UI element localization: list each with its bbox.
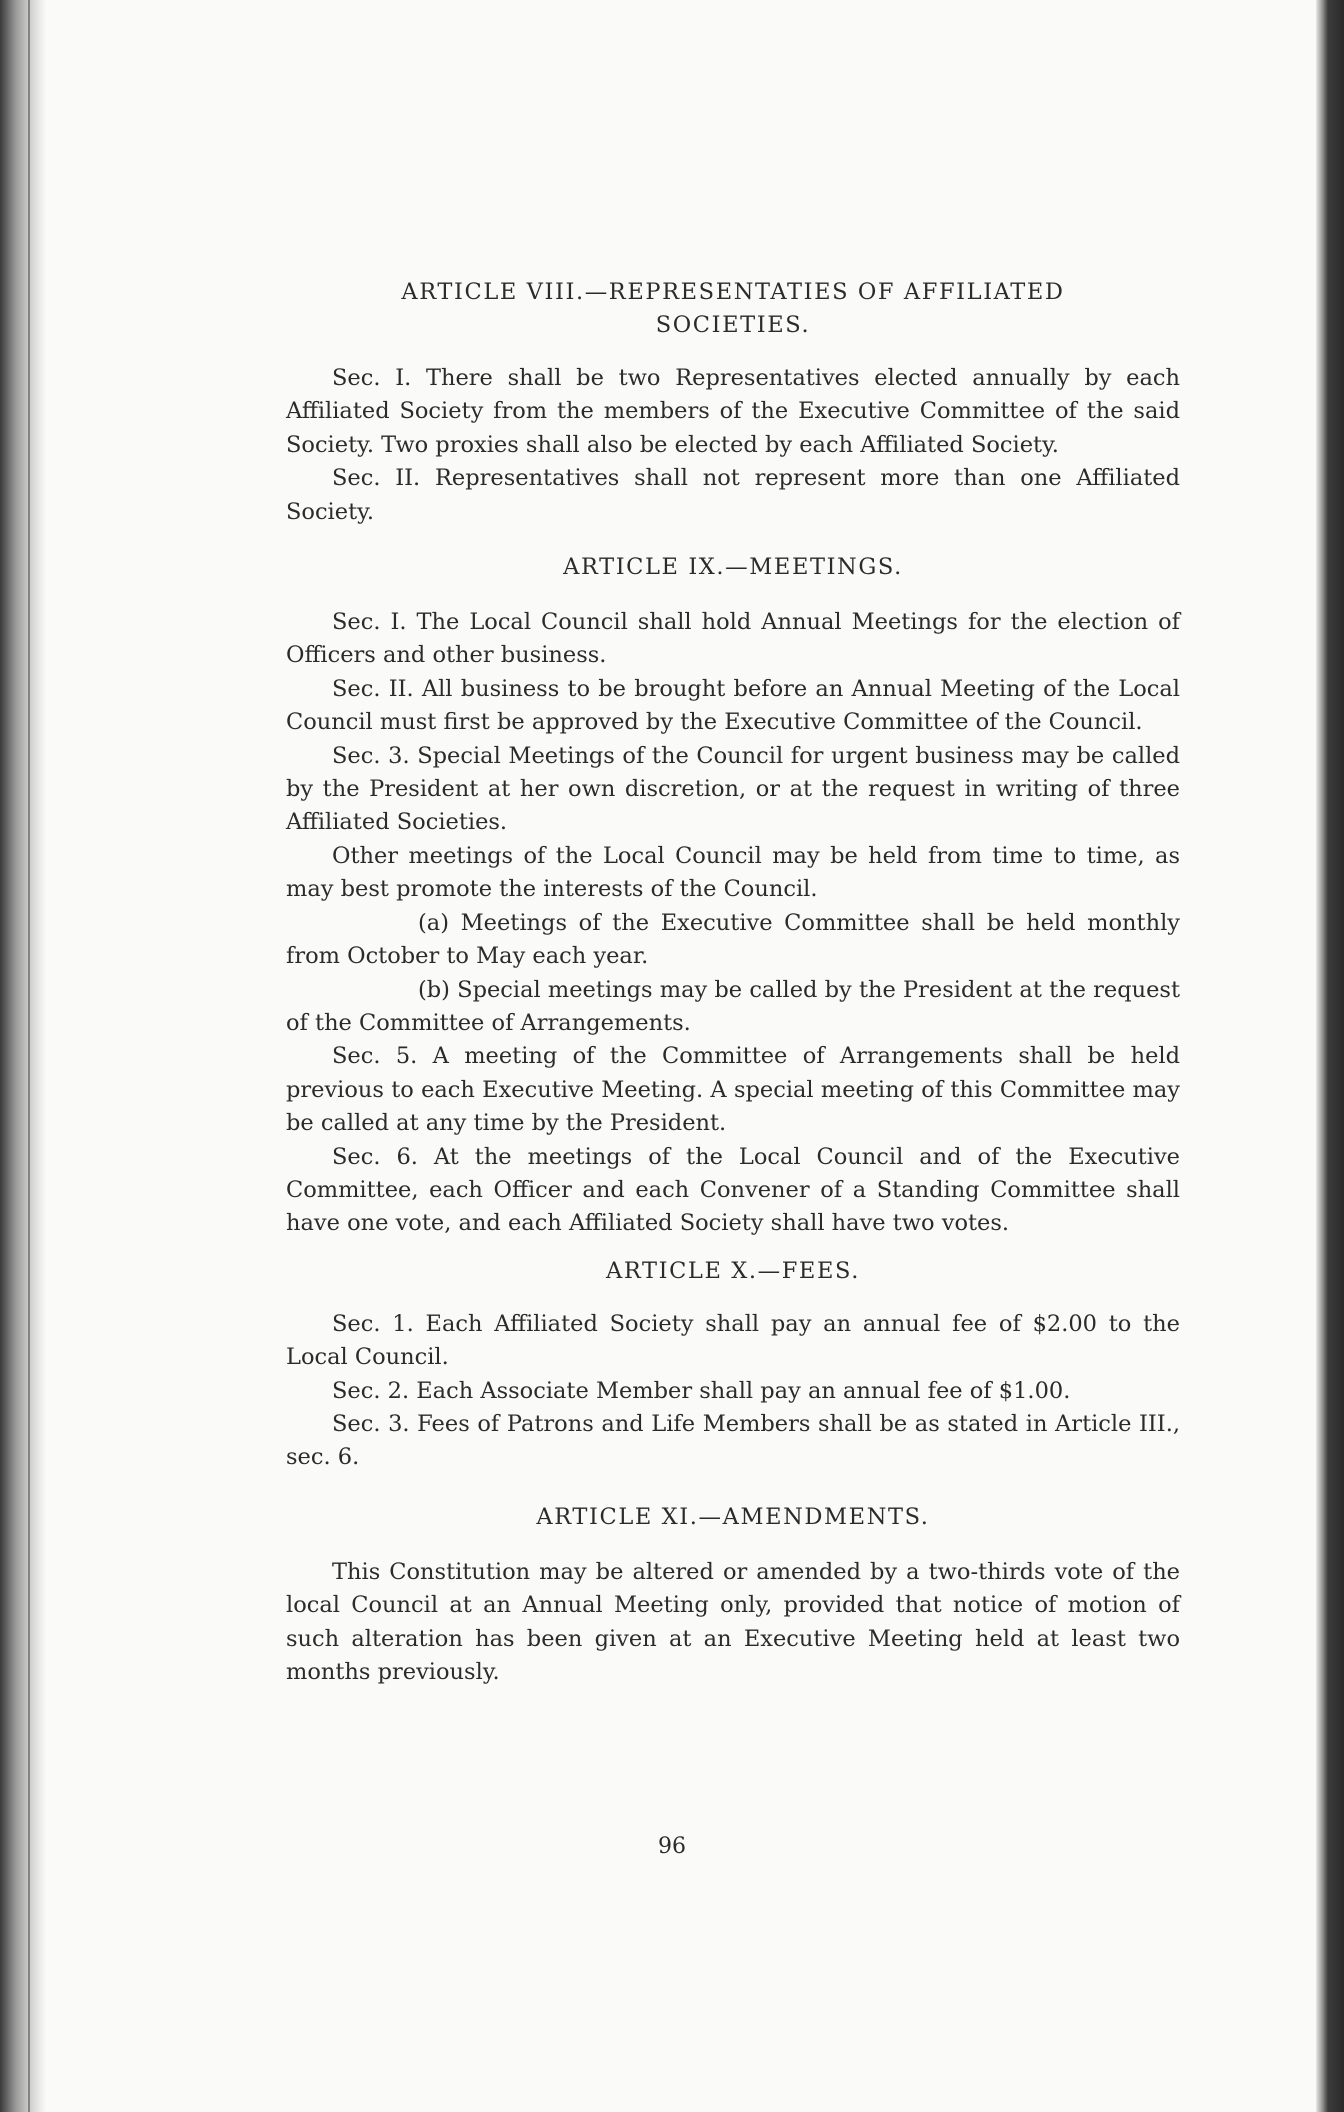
article-xi-heading: ARTICLE XI.—AMENDMENTS. (536, 1503, 930, 1530)
book-spine-edge (0, 0, 46, 2112)
article-xi (286, 1501, 1180, 1690)
article-ix-heading: ARTICLE IX.—MEETINGS. (563, 554, 903, 581)
article-viii-sec-1: Sec. I. There shall be two Representatives elected annually by each Affiliated Society from the members of the Executive Committee of the said Society. Two proxies shall also be elected by each Affiliated Society. (286, 365, 1180, 458)
article-viii-sec-2: Sec. II. Representatives shall not represent more than one Affiliated Society. (286, 465, 1180, 525)
article-ix-sec-6: Sec. 6. At the meetings of the Local Council and of the Executive Committee, each Officer and each Convener of a Standing Committee shall have one vote, and each Affiliated Society shall have two votes. (286, 1143, 1180, 1237)
article-ix-other-meetings: Other meetings of the Local Council may be held from time to time, as may best promote the interests of the Council. (286, 842, 1180, 903)
page-right-edge (1316, 0, 1344, 2112)
article-x-sec-2: Sec. 2. Each Associate Member shall pay an annual fee of $1.00. (332, 1377, 1071, 1404)
page-number: 96 (658, 1834, 686, 1859)
article-x-heading: ARTICLE X.—FEES. (606, 1257, 860, 1284)
article-x-sec-1: Sec. 1. Each Affiliated Society shall pay an annual fee of $2.00 to the Local Council. (286, 1310, 1180, 1371)
binding-line (28, 0, 30, 2112)
article-viii-heading-line2: SOCIETIES. (655, 312, 811, 338)
article-x-sec-3: Sec. 3. Fees of Patrons and Life Members shall be as stated in Article III., sec. 6. (286, 1410, 1180, 1471)
article-ix-sec-5: Sec. 5. A meeting of the Committee of Arrangements shall be held previous to each Executive Meeting. A special meeting of this Committee may be called at any time by the President. (286, 1043, 1180, 1137)
article-ix-sec-3: Sec. 3. Special Meetings of the Council for urgent business may be called by the President at her own discretion, or at the request in writing of three Affiliated Societies. (286, 742, 1180, 836)
article-ix-clause-b: (b) Special meetings may be called by the President at the request of the Committee of Arrangements. (286, 976, 1180, 1036)
article-ix (286, 551, 1180, 1241)
article-ix-sec-2: Sec. II. All business to be brought before an Annual Meeting of the Local Council must first be approved by the Executive Committee of the Council. (286, 675, 1180, 736)
article-x (286, 1255, 1180, 1475)
article-ix-clause-a: (a) Meetings of the Executive Committee shall be held monthly from October to May each year. (286, 909, 1180, 970)
page-body (286, 276, 1180, 1689)
article-xi-text: This Constitution may be altered or amended by a two-thirds vote of the local Council at an Annual Meeting only, provided that notice of motion of such alteration has been given at an Executive Meeting held at least two months previously. (286, 1558, 1180, 1685)
article-viii-heading-line1: ARTICLE VIII.—REPRESENTATIES OF AFFILIATED (401, 279, 1065, 305)
article-viii (286, 276, 1180, 529)
article-ix-sec-1: Sec. I. The Local Council shall hold Annual Meetings for the election of Officers and other business. (286, 609, 1180, 669)
article-viii-heading (286, 276, 1180, 342)
